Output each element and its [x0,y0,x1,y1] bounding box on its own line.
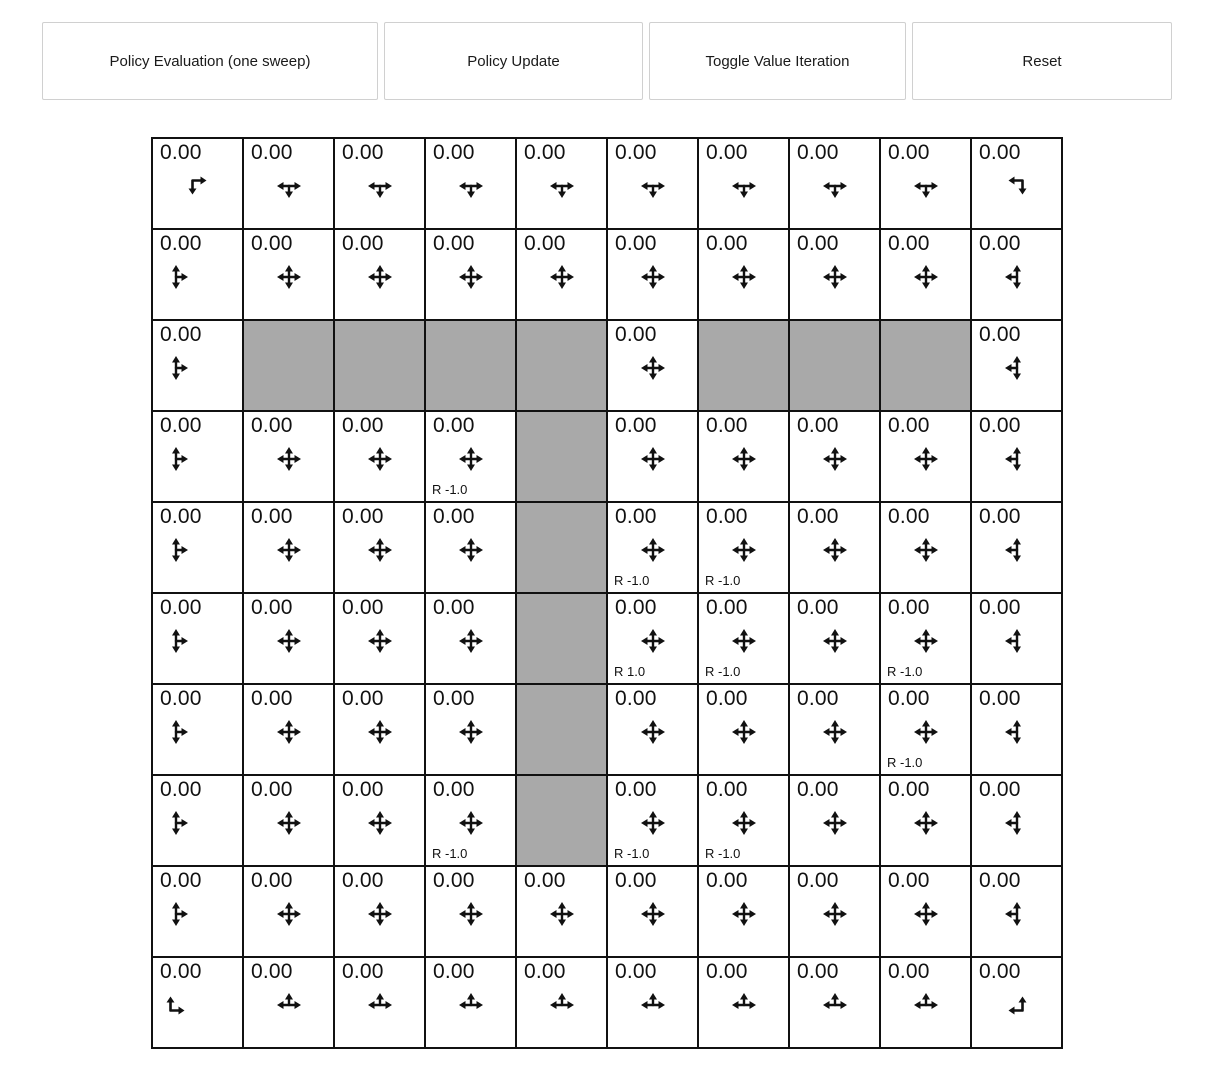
arrows-up-down-right-icon [162,354,190,382]
grid-cell [789,229,880,320]
grid-cell [698,502,789,593]
grid-cell [152,593,243,684]
state-value: 0.00 [251,505,293,528]
state-value: 0.00 [433,869,475,892]
arrows-all-icon [639,718,667,746]
toolbar [42,22,1172,100]
policy-update-button[interactable]: Policy Update [384,22,643,100]
arrows-all-icon [366,627,394,655]
state-value: 0.00 [524,141,566,164]
arrows-up-right-corner-icon [162,991,190,1019]
grid-cell [516,229,607,320]
arrows-all-icon [730,536,758,564]
grid-cell [516,138,607,229]
grid-cell [971,957,1062,1048]
grid-cell [425,229,516,320]
arrows-all-icon [457,900,485,928]
reward-label: R -1.0 [705,846,741,861]
grid-cell [971,411,1062,502]
state-value: 0.00 [615,232,657,255]
grid-cell [607,593,698,684]
state-value: 0.00 [979,778,1021,801]
state-value: 0.00 [342,960,384,983]
arrows-up-down-right-icon [162,536,190,564]
grid-cell [243,411,334,502]
state-value: 0.00 [615,414,657,437]
grid-cell [152,502,243,593]
state-value: 0.00 [251,141,293,164]
reward-label: R -1.0 [432,846,468,861]
grid-cell [971,138,1062,229]
arrows-all-icon [730,627,758,655]
grid-cell [425,502,516,593]
arrows-all-icon [730,445,758,473]
arrows-up-down-right-icon [162,627,190,655]
gridworld [151,137,1063,1049]
grid-cell [425,593,516,684]
arrows-left-right-down-icon [912,172,940,200]
reward-label: R 1.0 [614,664,646,679]
state-value: 0.00 [888,141,930,164]
policy-evaluation-button[interactable]: Policy Evaluation (one sweep) [42,22,378,100]
state-value: 0.00 [888,687,930,710]
grid-cell [607,320,698,411]
grid-cell [971,866,1062,957]
state-value: 0.00 [160,232,202,255]
state-value: 0.00 [797,687,839,710]
grid-cell [880,957,971,1048]
arrows-all-icon [912,263,940,291]
arrows-all-icon [457,718,485,746]
grid-cell [334,866,425,957]
state-value: 0.00 [524,869,566,892]
state-value: 0.00 [797,141,839,164]
state-value: 0.00 [342,687,384,710]
arrows-left-right-down-icon [457,172,485,200]
arrows-all-icon [821,445,849,473]
state-value: 0.00 [342,232,384,255]
state-value: 0.00 [706,414,748,437]
reward-label: R -1.0 [705,664,741,679]
grid-cell [880,593,971,684]
state-value: 0.00 [433,414,475,437]
state-value: 0.00 [888,869,930,892]
arrows-all-icon [639,263,667,291]
arrows-up-down-right-icon [162,263,190,291]
state-value: 0.00 [888,596,930,619]
grid-cell [971,229,1062,320]
arrows-all-icon [366,536,394,564]
arrows-up-down-left-icon [1003,809,1031,837]
arrows-left-right-down-icon [366,172,394,200]
wall-cell [880,320,971,411]
arrows-left-right-down-icon [730,172,758,200]
state-value: 0.00 [797,869,839,892]
grid-cell [698,229,789,320]
grid-cell [516,866,607,957]
grid-cell [880,138,971,229]
wall-cell [516,775,607,866]
grid-cell [789,866,880,957]
arrows-up-left-right-icon [821,991,849,1019]
state-value: 0.00 [979,141,1021,164]
arrows-all-icon [730,718,758,746]
grid-cell [880,775,971,866]
state-value: 0.00 [433,778,475,801]
grid-cell [243,684,334,775]
grid-cell [971,775,1062,866]
reward-label: R -1.0 [887,755,923,770]
arrows-all-icon [912,536,940,564]
wall-cell [789,320,880,411]
arrows-all-icon [821,718,849,746]
arrows-up-left-right-icon [366,991,394,1019]
wall-cell [425,320,516,411]
arrows-all-icon [457,809,485,837]
arrows-all-icon [366,809,394,837]
state-value: 0.00 [888,778,930,801]
state-value: 0.00 [433,141,475,164]
grid-cell [607,229,698,320]
grid-cell [152,411,243,502]
arrows-all-icon [639,445,667,473]
arrows-left-right-down-icon [548,172,576,200]
state-value: 0.00 [160,323,202,346]
state-value: 0.00 [433,687,475,710]
state-value: 0.00 [615,505,657,528]
grid-cell [334,775,425,866]
wall-cell [698,320,789,411]
state-value: 0.00 [524,232,566,255]
state-value: 0.00 [706,141,748,164]
state-value: 0.00 [615,778,657,801]
grid-cell [880,411,971,502]
arrows-all-icon [457,263,485,291]
state-value: 0.00 [797,596,839,619]
wall-cell [516,320,607,411]
arrows-up-down-right-icon [162,809,190,837]
state-value: 0.00 [797,414,839,437]
state-value: 0.00 [160,505,202,528]
grid-cell [243,775,334,866]
grid-cell [607,684,698,775]
state-value: 0.00 [433,232,475,255]
state-value: 0.00 [251,869,293,892]
arrows-all-icon [275,627,303,655]
grid-cell [607,775,698,866]
grid-cell [152,775,243,866]
arrows-all-icon [730,809,758,837]
grid-cell [152,866,243,957]
grid-cell [880,866,971,957]
arrows-up-down-left-icon [1003,718,1031,746]
state-value: 0.00 [433,960,475,983]
grid-cell [334,684,425,775]
state-value: 0.00 [160,869,202,892]
reward-label: R -1.0 [705,573,741,588]
arrows-up-left-right-icon [548,991,576,1019]
grid-cell [607,502,698,593]
state-value: 0.00 [979,596,1021,619]
state-value: 0.00 [706,596,748,619]
state-value: 0.00 [979,869,1021,892]
grid-cell [880,502,971,593]
state-value: 0.00 [251,232,293,255]
arrows-all-icon [275,445,303,473]
state-value: 0.00 [615,869,657,892]
arrows-left-down-corner-icon [1003,172,1031,200]
grid-cell [698,411,789,502]
arrows-up-left-right-icon [730,991,758,1019]
state-value: 0.00 [251,778,293,801]
arrows-up-down-right-icon [162,445,190,473]
state-value: 0.00 [251,596,293,619]
wall-cell [516,411,607,502]
arrows-all-icon [912,809,940,837]
state-value: 0.00 [797,505,839,528]
arrows-all-icon [275,809,303,837]
state-value: 0.00 [615,141,657,164]
arrows-all-icon [457,445,485,473]
arrows-all-icon [457,627,485,655]
state-value: 0.00 [342,596,384,619]
grid-cell [425,866,516,957]
arrows-all-icon [912,445,940,473]
grid-cell [698,957,789,1048]
state-value: 0.00 [615,323,657,346]
state-value: 0.00 [160,687,202,710]
state-value: 0.00 [888,232,930,255]
arrows-all-icon [639,536,667,564]
state-value: 0.00 [615,596,657,619]
arrows-all-icon [639,627,667,655]
grid-cell [243,957,334,1048]
state-value: 0.00 [888,960,930,983]
state-value: 0.00 [706,869,748,892]
arrows-all-icon [366,263,394,291]
arrows-up-left-right-icon [639,991,667,1019]
arrows-all-icon [821,536,849,564]
grid-cell [334,229,425,320]
toggle-value-iteration-button[interactable]: Toggle Value Iteration [649,22,906,100]
grid-cell [789,138,880,229]
grid-cell [334,138,425,229]
wall-cell [243,320,334,411]
arrows-left-right-down-icon [275,172,303,200]
grid-cell [607,957,698,1048]
state-value: 0.00 [342,869,384,892]
grid-cell [516,957,607,1048]
grid-cell [243,229,334,320]
grid-cell [789,684,880,775]
grid-cell [698,138,789,229]
arrows-all-icon [912,718,940,746]
grid-cell [789,775,880,866]
arrows-all-icon [821,809,849,837]
wall-cell [516,502,607,593]
state-value: 0.00 [706,960,748,983]
arrows-all-icon [275,718,303,746]
grid-cell [607,138,698,229]
state-value: 0.00 [342,778,384,801]
state-value: 0.00 [979,414,1021,437]
arrows-all-icon [366,900,394,928]
state-value: 0.00 [251,960,293,983]
arrows-up-left-right-icon [457,991,485,1019]
arrows-all-icon [912,627,940,655]
grid-cell [334,411,425,502]
grid-cell [789,502,880,593]
grid-cell [152,320,243,411]
grid-cell [152,957,243,1048]
arrows-all-icon [730,900,758,928]
state-value: 0.00 [251,414,293,437]
arrows-all-icon [548,900,576,928]
state-value: 0.00 [979,232,1021,255]
state-value: 0.00 [342,414,384,437]
grid-cell [243,138,334,229]
state-value: 0.00 [706,778,748,801]
arrows-up-down-right-icon [162,718,190,746]
grid-cell [334,593,425,684]
arrows-up-down-left-icon [1003,536,1031,564]
grid-cell [425,775,516,866]
grid-cell [971,502,1062,593]
arrows-up-down-left-icon [1003,354,1031,382]
grid-cell [243,593,334,684]
grid-cell [425,411,516,502]
state-value: 0.00 [979,323,1021,346]
grid-cell [607,866,698,957]
arrows-up-down-left-icon [1003,445,1031,473]
arrows-all-icon [275,900,303,928]
state-value: 0.00 [342,505,384,528]
arrows-right-down-corner-icon [184,172,212,200]
arrows-all-icon [366,445,394,473]
grid-cell [698,593,789,684]
arrows-all-icon [821,900,849,928]
arrows-all-icon [548,263,576,291]
state-value: 0.00 [160,596,202,619]
state-value: 0.00 [615,687,657,710]
arrows-all-icon [275,263,303,291]
wall-cell [516,684,607,775]
grid-cell [334,957,425,1048]
state-value: 0.00 [706,687,748,710]
grid-cell [971,684,1062,775]
grid-cell [425,684,516,775]
state-value: 0.00 [979,687,1021,710]
arrows-up-down-left-icon [1003,900,1031,928]
arrows-all-icon [730,263,758,291]
state-value: 0.00 [888,414,930,437]
grid-cell [880,684,971,775]
state-value: 0.00 [979,505,1021,528]
arrows-all-icon [457,536,485,564]
arrows-all-icon [821,263,849,291]
reward-label: R -1.0 [614,846,650,861]
state-value: 0.00 [160,414,202,437]
arrows-up-left-right-icon [912,991,940,1019]
state-value: 0.00 [797,960,839,983]
grid-cell [152,138,243,229]
grid-cell [698,775,789,866]
reward-label: R -1.0 [614,573,650,588]
grid-cell [880,229,971,320]
grid-cell [789,957,880,1048]
arrows-all-icon [912,900,940,928]
state-value: 0.00 [797,232,839,255]
arrows-up-down-right-icon [162,900,190,928]
grid-cell [789,411,880,502]
state-value: 0.00 [615,960,657,983]
arrows-all-icon [639,809,667,837]
state-value: 0.00 [160,778,202,801]
grid-cell [698,684,789,775]
arrows-all-icon [275,536,303,564]
state-value: 0.00 [433,596,475,619]
grid-cell [152,229,243,320]
grid-cell [789,593,880,684]
arrows-up-down-left-icon [1003,627,1031,655]
grid-cell [971,593,1062,684]
arrows-up-down-left-icon [1003,263,1031,291]
reward-label: R -1.0 [432,482,468,497]
grid-cell [152,684,243,775]
state-value: 0.00 [706,232,748,255]
grid-cell [243,866,334,957]
grid-cell [243,502,334,593]
wall-cell [516,593,607,684]
grid-cell [425,957,516,1048]
arrows-all-icon [639,900,667,928]
arrows-up-left-corner-icon [1003,991,1031,1019]
wall-cell [334,320,425,411]
arrows-all-icon [639,354,667,382]
reward-label: R -1.0 [887,664,923,679]
state-value: 0.00 [979,960,1021,983]
arrows-all-icon [366,718,394,746]
state-value: 0.00 [797,778,839,801]
state-value: 0.00 [342,141,384,164]
arrows-left-right-down-icon [639,172,667,200]
state-value: 0.00 [524,960,566,983]
arrows-left-right-down-icon [821,172,849,200]
grid-cell [698,866,789,957]
grid-cell [334,502,425,593]
state-value: 0.00 [160,141,202,164]
state-value: 0.00 [160,960,202,983]
grid-cell [425,138,516,229]
grid-cell [607,411,698,502]
state-value: 0.00 [888,505,930,528]
state-value: 0.00 [251,687,293,710]
grid-cell [971,320,1062,411]
state-value: 0.00 [706,505,748,528]
arrows-all-icon [821,627,849,655]
state-value: 0.00 [433,505,475,528]
reset-button[interactable]: Reset [912,22,1172,100]
arrows-up-left-right-icon [275,991,303,1019]
